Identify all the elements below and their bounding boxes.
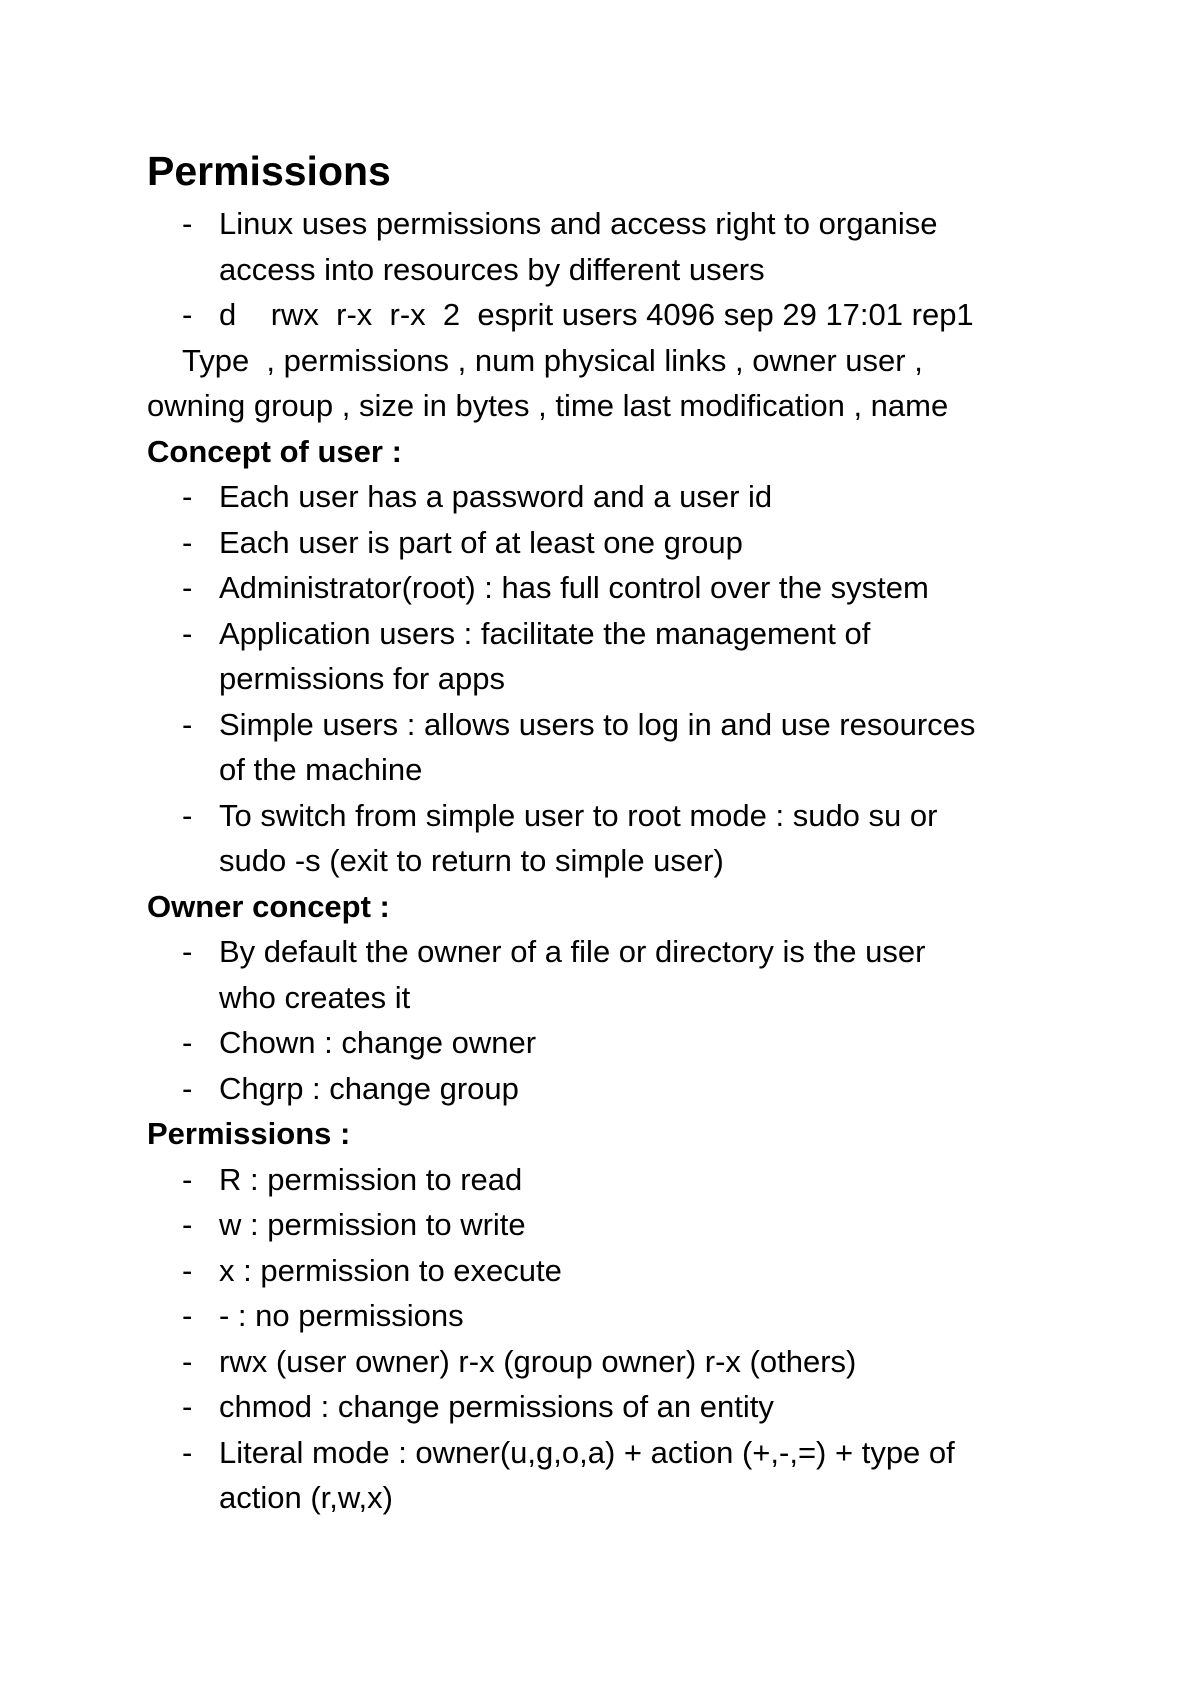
list-item-line: access into resources by different users [219,251,765,287]
section-heading-owner-concept: Owner concept : [147,888,390,924]
list-item-line: - To switch from simple user to root mode : sudo su or [219,797,938,833]
section-heading-concept-of-user: Concept of user : [147,433,402,469]
list-item-line: - By default the owner of a file or directory is the user [219,934,926,969]
list-item [147,1157,1127,1203]
list-item [147,1248,1127,1294]
list-item-line: of the machine [219,752,423,787]
list-item-line: - - : no permissions [219,1298,464,1333]
list-item-line: permissions for apps [219,661,506,696]
document-page [147,143,1127,1521]
list-item [147,929,1127,1020]
list-item-line: - Administrator(root) : has full control over the system [219,570,929,605]
explanation-line: owning group , size in bytes , time last modification , name [147,388,949,423]
list-item [147,702,1127,793]
list-item [147,611,1127,702]
list-item-line: - Simple users : allows users to log in and use resources [219,706,976,742]
list-item-line: - Literal mode : owner(u,g,o,a) + action (+,-,=) + type of [219,1434,955,1470]
list-item [147,1066,1127,1112]
list-item-line: - chmod : change permissions of an entity [219,1389,774,1424]
list-item-line: - x : permission to execute [219,1252,562,1288]
explanation-line: Type , permissions , num physical links , owner user , [182,342,923,378]
permissions-list [147,1157,1127,1521]
list-item-line: - d rwx r-x r-x 2 esprit users 4096 sep 29 17:01 rep1 [219,297,974,332]
list-item [147,520,1127,566]
listing-explanation [147,338,1127,429]
list-item-line: - rwx (user owner) r-x (group owner) r-x (others) [219,1343,857,1379]
list-item [147,1339,1127,1385]
list-item [147,793,1127,884]
section-heading-permissions: Permissions : [147,1116,351,1151]
list-item-line: action (r,w,x) [219,1480,393,1515]
list-item-line: - w : permission to write [219,1207,526,1242]
list-item-line: - Chown : change owner [219,1025,537,1060]
list-item [147,201,1127,292]
intro-list [147,201,1127,338]
concept-of-user-list [147,474,1127,884]
list-item-line: - Each user has a password and a user id [219,479,773,514]
list-item-line: - Each user is part of at least one group [219,524,743,560]
list-item-line: - Application users : facilitate the management of [219,615,871,651]
list-item [147,474,1127,520]
list-item [147,565,1127,611]
list-item-line: sudo -s (exit to return to simple user) [219,843,724,878]
page-title: Permissions [147,148,391,194]
list-item-line: - R : permission to read [219,1161,523,1197]
list-item [147,1384,1127,1430]
list-item-line: - Chgrp : change group [219,1070,519,1106]
list-item-line: - Linux uses permissions and access right to organise [219,206,938,241]
owner-concept-list [147,929,1127,1111]
list-item [147,292,1127,338]
list-item-line: who creates it [219,979,411,1015]
list-item [147,1430,1127,1521]
list-item [147,1202,1127,1248]
list-item [147,1293,1127,1339]
list-item [147,1020,1127,1066]
